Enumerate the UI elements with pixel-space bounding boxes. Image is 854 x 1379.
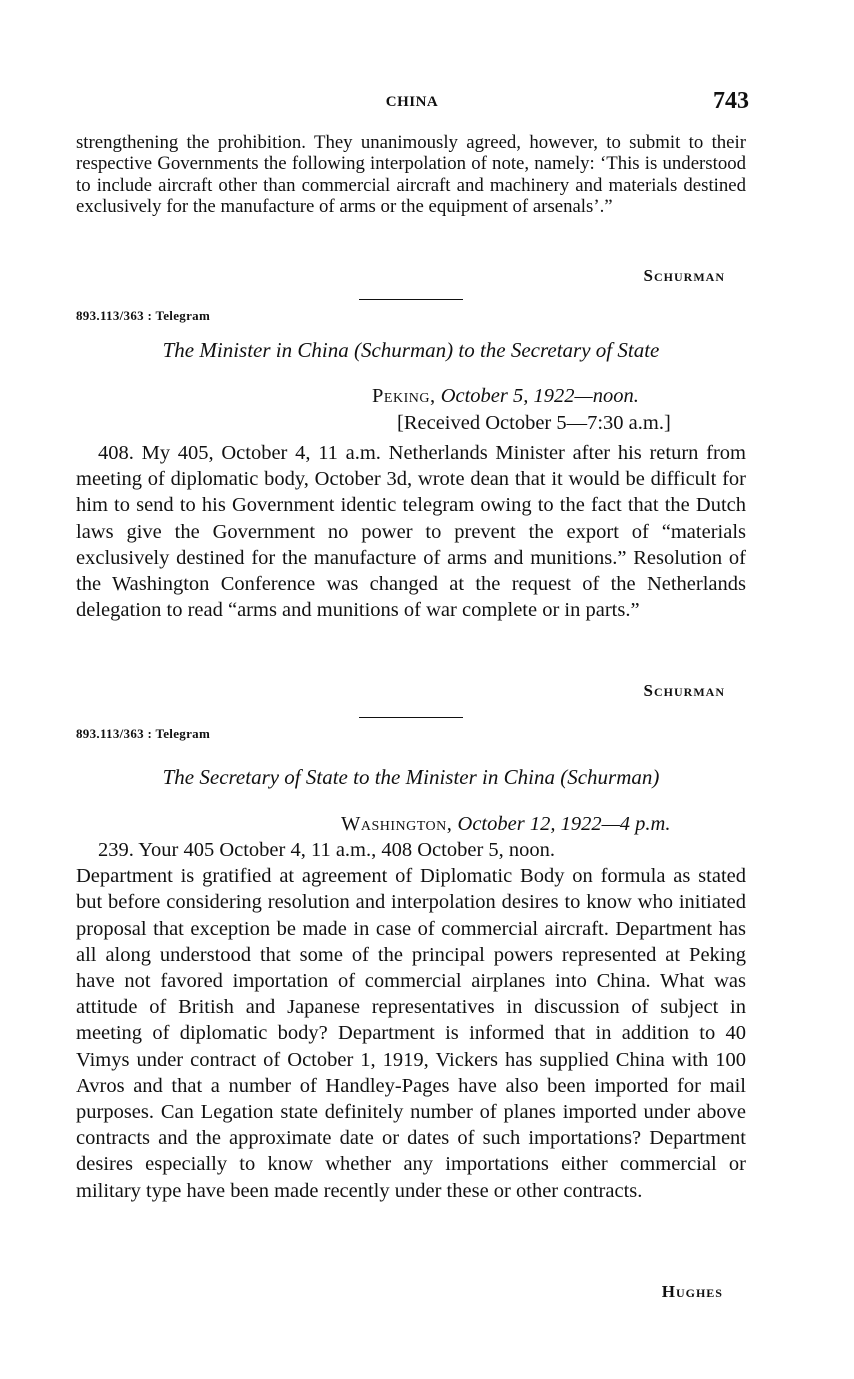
signature-schurman-1: Schurman [643,266,725,285]
page-header [75,88,749,122]
telegram-opening: 239. Your 405 October 4, 11 a.m., 408 October 5, noon. [98,839,556,861]
dateline-date: October 5, 1922—noon. [440,385,639,407]
section-divider [359,299,463,300]
document-title: The Secretary of State to the Minister in China (Schurman) [162,765,660,789]
dateline-place: Peking, [372,385,436,407]
running-head: CHINA [385,94,439,110]
telegram-body [76,837,746,1204]
document-title: The Minister in China (Schurman) to the Secretary of State [162,338,660,362]
received-line: [Received October 5—7:30 a.m.] [397,412,671,434]
signature-schurman-2: Schurman [643,681,725,700]
telegram-body-text: 408. My 405, October 4, 11 a.m. Netherlands Minister after his return from meeting of diplomatic body, October 3d, wrote dean that it would be difficult for him to send to his Government identic telegram owing to the fact that the Dutch laws give the Government no power to prevent the export of “materials exclusively destined for the manufacture of arms and munitions.” Resolution of the Washington Conference was changed at the request of the Netherlands delegation to read “arms and munitions of war complete or in parts.” [76,442,746,622]
dateline-place: Washington, [341,813,453,835]
dateline [341,813,670,836]
signature-hughes: Hughes [661,1282,723,1301]
telegram-body [76,440,746,623]
file-reference: 893.113/363 : Telegram [76,308,211,323]
continued-paragraph [76,132,746,218]
dateline-date: October 12, 1922—4 p.m. [457,813,671,835]
telegram-body-text: Department is gratified at agreement of Diplomatic Body on formula as stated but before considering resolution and interpolation desires to know who initiated proposal that exception be made in case of commercial aircraft. Department has all along understood that some of the principal powers represented at Peking have not favored importation of commercial airplanes into China. What was attitude of British and Japanese representatives in discussion of subject in meeting of diplomatic body? Department is informed that in addition to 40 Vimys under contract of October 1, 1919, Vickers has supplied China with 100 Avros and that a number of Handley-Pages have also been imported for mail purposes. Can Legation state definitely number of planes imported under above contracts and the approximate date or dates of such importations? Department desires especially to know whether any importations either commercial or military type have been made recently under these or other contracts. [76,865,746,1202]
page-number: 743 [713,88,749,114]
section-divider [359,717,463,718]
file-reference: 893.113/363 : Telegram [76,726,211,741]
continued-paragraph-text: strengthening the prohibition. They unanimously agreed, however, to submit to their respective Governments the following interpolation of note, namely: ‘This is understood to include aircraft other than commercial aircraft and machinery and materials destined exclusively for the manufacture of arms or the equipment of arsenals’.” [76,132,746,218]
dateline [372,385,639,408]
